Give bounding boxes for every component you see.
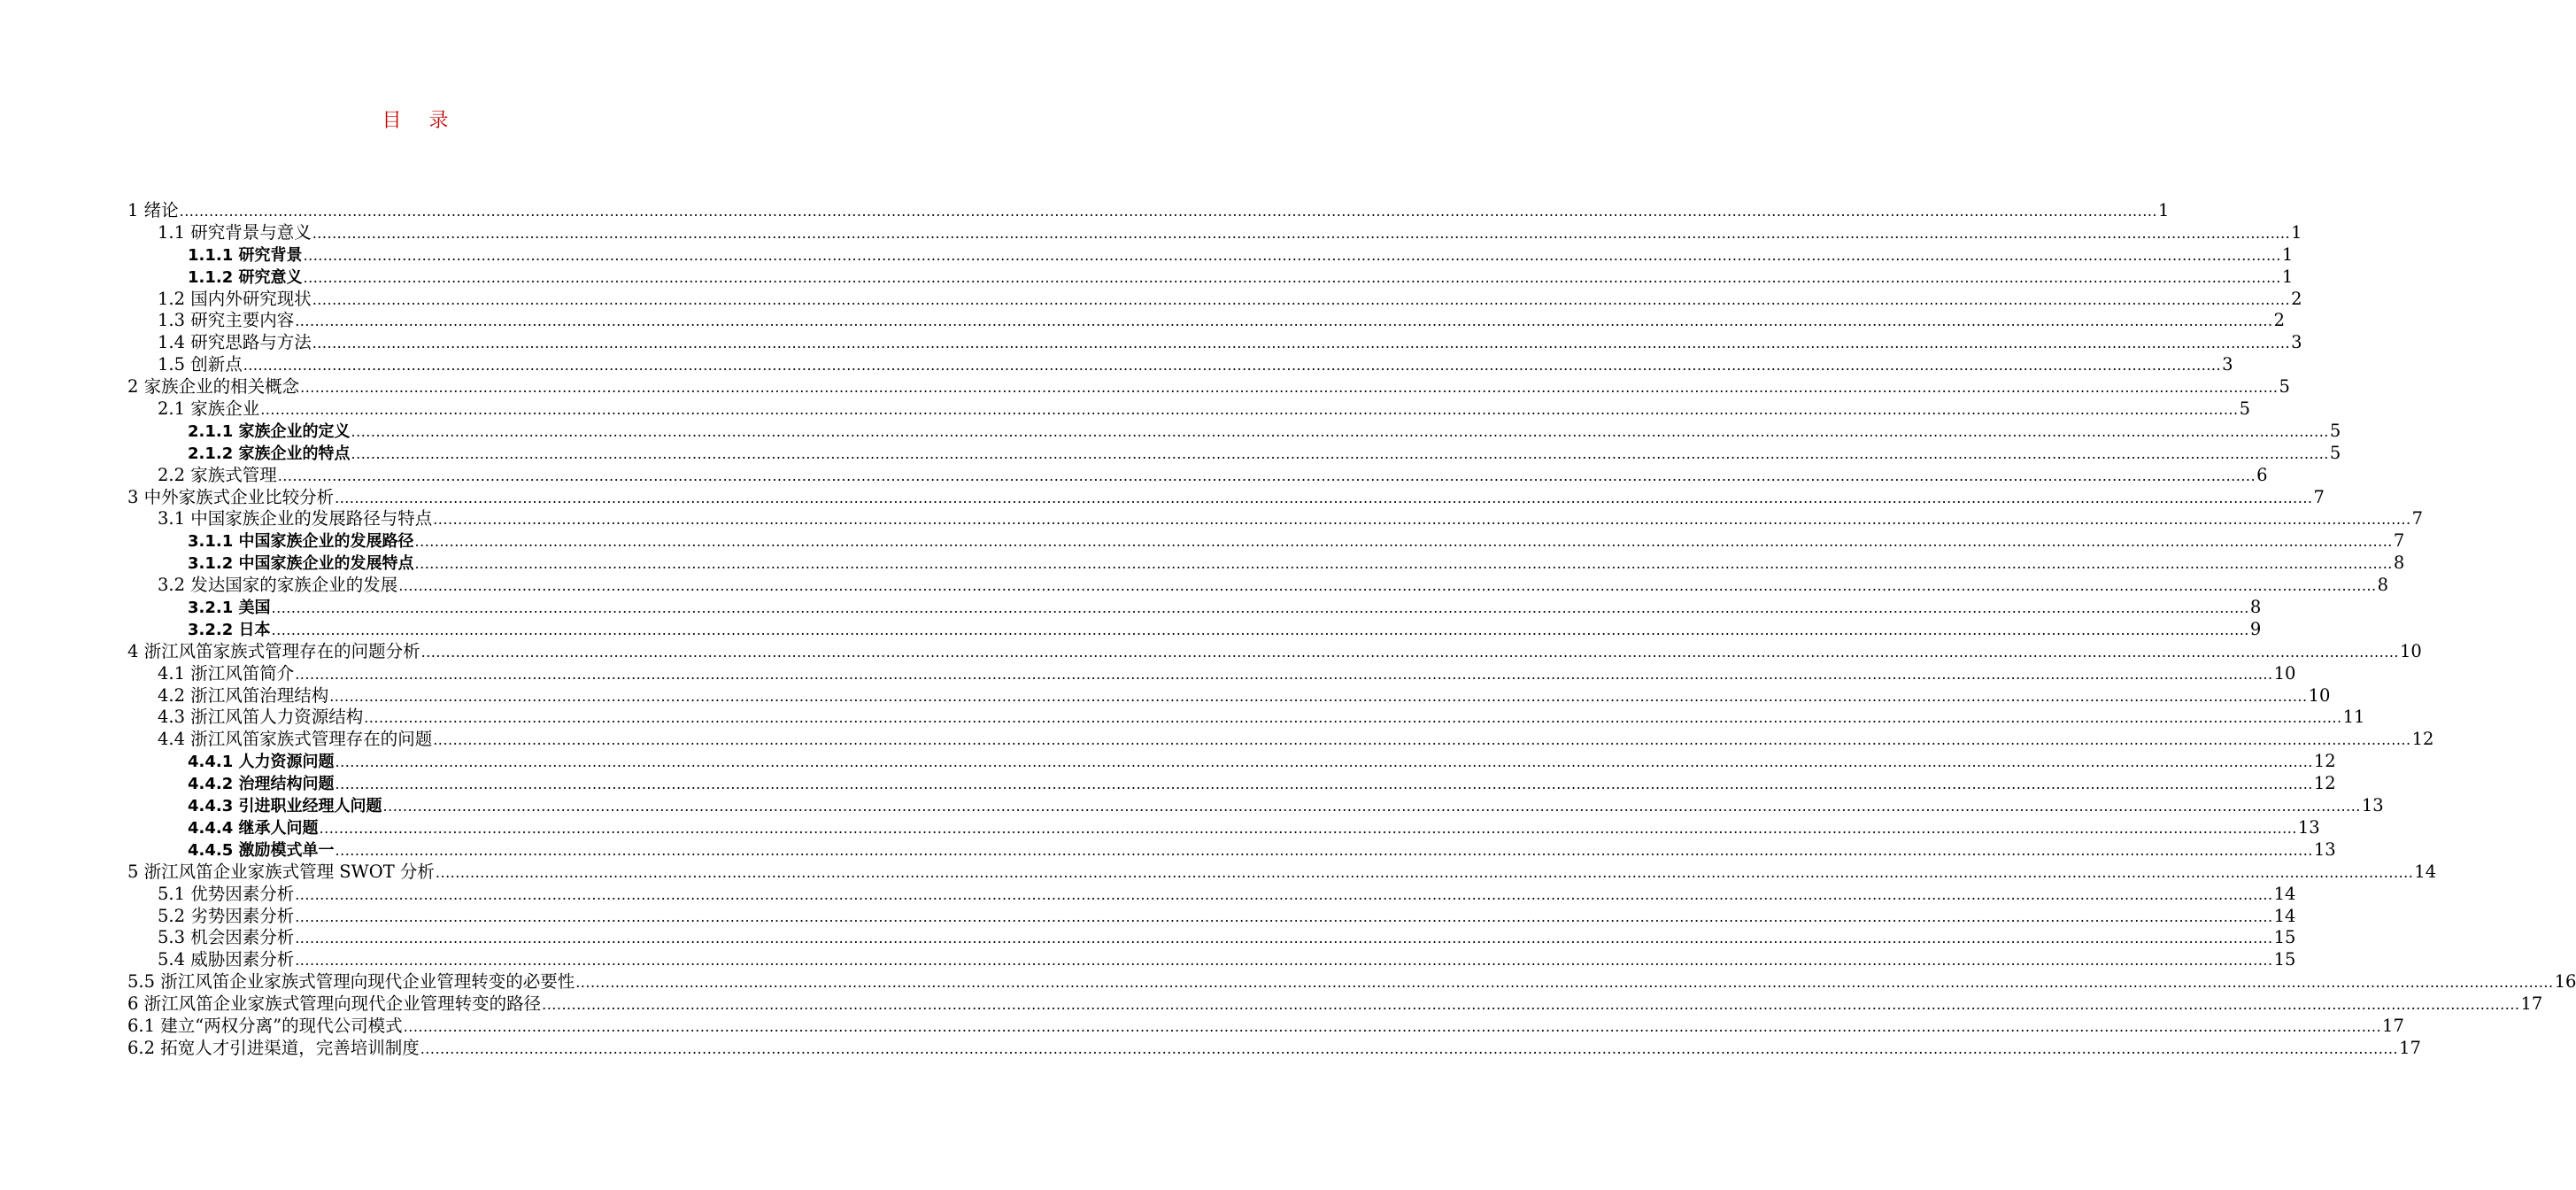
toc-dot-leader: ................................................................................................................................................................................................................................................................................................................................................................................................................	[312, 335, 2291, 352]
toc-entry-line	[158, 662, 2296, 685]
toc-dot-leader: ................................................................................................................................................................................................................................................................................................................................................................................................................	[420, 1039, 2399, 1057]
toc-page-number: 3	[2291, 332, 2302, 353]
toc-entry-line	[158, 508, 2424, 530]
toc-entry-line	[158, 883, 2296, 906]
toc-entry[interactable]	[0, 266, 2294, 289]
toc-dot-leader: ................................................................................................................................................................................................................................................................................................................................................................................................................	[179, 203, 2157, 220]
toc-entry-title: 1.1 研究背景与意义	[158, 221, 312, 243]
toc-dot-leader: ................................................................................................................................................................................................................................................................................................................................................................................................................	[351, 444, 2329, 462]
toc-entry[interactable]	[0, 707, 2365, 729]
toc-entry-line	[158, 332, 2302, 354]
toc-dot-leader: ................................................................................................................................................................................................................................................................................................................................................................................................................	[300, 379, 2279, 397]
toc-entry-title: 3.2.2 日本	[188, 620, 271, 639]
toc-page-number: 13	[2313, 838, 2336, 860]
toc-entry-line	[158, 707, 2365, 729]
toc-entry-line	[188, 795, 2384, 817]
toc-entry-title: 2 家族企业的相关概念	[127, 376, 300, 398]
toc-entry[interactable]	[0, 905, 2296, 928]
toc-entry[interactable]	[0, 618, 2262, 641]
toc-entry-line	[188, 266, 2294, 289]
toc-dot-leader: ................................................................................................................................................................................................................................................................................................................................................................................................................	[295, 665, 2273, 683]
toc-entry-title: 4.4 浙江风笛家族式管理存在的问题	[158, 729, 433, 750]
toc-dot-leader: ................................................................................................................................................................................................................................................................................................................................................................................................................	[303, 268, 2281, 286]
toc-entry-title: 5 浙江风笛企业家族式管理 SWOT 分析	[127, 861, 435, 882]
toc-entry-title: 6 浙江风笛企业家族式管理向现代企业管理转变的路径	[127, 993, 542, 1015]
toc-entry-title: 2.1 家族企业	[158, 398, 260, 420]
toc-dot-leader: ................................................................................................................................................................................................................................................................................................................................................................................................................	[303, 246, 2281, 264]
toc-entry[interactable]	[0, 838, 2336, 862]
toc-entry[interactable]	[0, 971, 2576, 993]
toc-entry[interactable]	[0, 1037, 2421, 1060]
toc-entry-line	[158, 729, 2434, 751]
toc-entry[interactable]	[0, 861, 2437, 884]
toc-page-number: 8	[2249, 597, 2262, 618]
toc-entry[interactable]	[0, 640, 2422, 663]
toc-page-number: 13	[2297, 816, 2320, 838]
toc-page-number: 5	[2279, 376, 2290, 398]
toc-entry[interactable]	[0, 508, 2424, 530]
toc-entry-line	[127, 486, 2325, 509]
toc-entry-title: 5.3 机会因素分析	[158, 927, 295, 948]
toc-entry-line	[158, 288, 2302, 311]
toc-entry-title: 1.2 国内外研究现状	[158, 288, 312, 309]
toc-entry-title: 4.1 浙江风笛简介	[158, 662, 295, 684]
toc-dot-leader: ................................................................................................................................................................................................................................................................................................................................................................................................................	[260, 401, 2239, 419]
toc-entry-line	[188, 838, 2336, 862]
toc-entry[interactable]	[0, 1015, 2404, 1038]
toc-page-number: 1	[2281, 243, 2294, 265]
toc-entry-line	[188, 751, 2336, 773]
toc-dot-leader: ................................................................................................................................................................................................................................................................................................................................................................................................................	[271, 599, 2249, 617]
toc-entry-line	[127, 376, 2290, 398]
toc-page-number: 8	[2393, 552, 2405, 574]
toc-entry-line	[127, 640, 2422, 663]
toc-entry-title: 3.2.1 美国	[188, 599, 271, 618]
toc-entry-title: 3.1.2 中国家族企业的发展特点	[188, 554, 414, 574]
toc-entry-title: 1.1.2 研究意义	[188, 267, 303, 287]
toc-page-number: 17	[2520, 993, 2543, 1015]
toc-dot-leader: ................................................................................................................................................................................................................................................................................................................................................................................................................	[335, 776, 2313, 793]
toc-entry-line	[127, 1037, 2421, 1060]
toc-entry-title: 1 绪论	[127, 200, 179, 220]
toc-entry-line	[158, 398, 2251, 421]
toc-entry[interactable]	[0, 221, 2302, 244]
toc-page-number: 15	[2273, 949, 2296, 970]
toc-entry-line	[127, 971, 2576, 993]
toc-dot-leader: ................................................................................................................................................................................................................................................................................................................................................................................................................	[435, 863, 2414, 881]
toc-entry-line	[158, 949, 2296, 971]
toc-entry-line	[127, 1015, 2404, 1038]
toc-page-number: 17	[2399, 1037, 2421, 1058]
toc-page-number: 7	[2313, 486, 2325, 507]
toc-entry-line	[188, 420, 2341, 443]
toc-dot-leader: ................................................................................................................................................................................................................................................................................................................................................................................................................	[433, 511, 2411, 529]
toc-entry[interactable]	[0, 575, 2389, 597]
toc-entry[interactable]	[0, 398, 2251, 421]
toc-dot-leader: ................................................................................................................................................................................................................................................................................................................................................................................................................	[414, 533, 2393, 551]
toc-page-number: 14	[2414, 861, 2437, 882]
toc-entry-line	[158, 310, 2286, 332]
toc-entry-title: 4.4.3 引进职业经理人问题	[188, 797, 382, 816]
toc-dot-leader: ................................................................................................................................................................................................................................................................................................................................................................................................................	[295, 885, 2273, 903]
toc-entry-title: 5.1 优势因素分析	[158, 883, 295, 904]
toc-page-number: 8	[2377, 575, 2389, 596]
toc-page-number: 10	[2273, 662, 2296, 684]
toc-page-number: 5	[2329, 420, 2341, 441]
toc-page-number: 10	[2399, 640, 2422, 661]
toc-entry[interactable]	[0, 816, 2320, 839]
toc-dot-leader: ................................................................................................................................................................................................................................................................................................................................................................................................................	[414, 555, 2393, 573]
toc-entry-title: 1.1.1 研究背景	[188, 245, 303, 265]
toc-entry-line	[158, 684, 2331, 707]
toc-entry-title: 4.3 浙江风笛人力资源结构	[158, 707, 364, 728]
toc-entry-title: 1.5 创新点	[158, 354, 243, 375]
toc-dot-leader: ................................................................................................................................................................................................................................................................................................................................................................................................................	[243, 357, 2222, 375]
toc-page-number: 10	[2308, 684, 2331, 706]
toc-page-number: 3	[2222, 354, 2233, 375]
toc-entry[interactable]	[0, 530, 2405, 552]
toc-entry[interactable]	[0, 332, 2302, 354]
toc-entry-line	[127, 993, 2543, 1016]
toc-entry-line	[188, 773, 2336, 795]
toc-entry[interactable]	[0, 684, 2331, 707]
toc-entry[interactable]	[0, 751, 2336, 773]
toc-dot-leader: ................................................................................................................................................................................................................................................................................................................................................................................................................	[295, 313, 2273, 330]
toc-entry[interactable]	[0, 883, 2296, 906]
toc-entry-line	[188, 618, 2262, 641]
toc-page-number: 12	[2313, 773, 2336, 794]
toc-dot-leader: ................................................................................................................................................................................................................................................................................................................................................................................................................	[398, 577, 2377, 595]
toc-entry-title: 4.4.4 继承人问题	[188, 818, 319, 838]
toc-entry-title: 5.4 威胁因素分析	[158, 949, 295, 970]
toc-entry-title: 4 浙江风笛家族式管理存在的问题分析	[127, 640, 420, 661]
toc-entry-line	[188, 597, 2262, 619]
toc-dot-leader: ................................................................................................................................................................................................................................................................................................................................................................................................................	[295, 952, 2273, 970]
toc-entry[interactable]	[0, 949, 2296, 971]
toc-page-number: 14	[2273, 883, 2296, 904]
toc-entry[interactable]	[0, 464, 2268, 487]
toc-entry-title: 3 中外家族式企业比较分析	[127, 486, 335, 507]
toc-page-number: 5	[2239, 398, 2251, 420]
toc-entry-title: 3.1 中国家族企业的发展路径与特点	[158, 508, 433, 529]
toc-entry-title: 4.4.1 人力资源问题	[188, 753, 335, 772]
toc-entry[interactable]	[0, 243, 2294, 267]
toc-entry-line	[188, 816, 2320, 839]
toc-dot-leader: ................................................................................................................................................................................................................................................................................................................................................................................................................	[542, 996, 2520, 1014]
toc-page-number: 13	[2361, 795, 2384, 816]
toc-page-number: 16	[2554, 971, 2576, 993]
toc-dot-leader: ................................................................................................................................................................................................................................................................................................................................................................................................................	[319, 819, 2297, 837]
toc-page-number: 5	[2329, 442, 2341, 463]
toc-entry[interactable]	[0, 773, 2336, 795]
toc-entry-line	[127, 200, 2170, 222]
toc-dot-leader: ................................................................................................................................................................................................................................................................................................................................................................................................................	[335, 753, 2313, 771]
toc-page-number: 7	[2393, 530, 2405, 552]
toc-page-number: 15	[2273, 927, 2296, 948]
toc-dot-leader: ................................................................................................................................................................................................................................................................................................................................................................................................................	[364, 709, 2342, 727]
toc-entry[interactable]	[0, 288, 2302, 311]
toc-page-number: 1	[2281, 266, 2294, 287]
toc-page-number: 12	[2313, 751, 2336, 772]
toc-entry-title: 6.1 建立“两权分离”的现代公司模式	[127, 1015, 403, 1036]
toc-entry[interactable]	[0, 376, 2290, 398]
toc-entry-line	[158, 464, 2268, 487]
toc-entry-title: 5.2 劣势因素分析	[158, 905, 295, 926]
toc-entry[interactable]	[0, 310, 2286, 332]
toc-entry-line	[188, 243, 2294, 267]
toc-entry[interactable]	[0, 597, 2262, 619]
toc-dot-leader: ................................................................................................................................................................................................................................................................................................................................................................................................................	[312, 224, 2291, 242]
toc-page-number: 9	[2249, 618, 2262, 639]
toc-dot-leader: ................................................................................................................................................................................................................................................................................................................................................................................................................	[433, 731, 2411, 749]
toc-dot-leader: ................................................................................................................................................................................................................................................................................................................................................................................................................	[277, 467, 2256, 484]
toc-dot-leader: ................................................................................................................................................................................................................................................................................................................................................................................................................	[420, 643, 2399, 661]
toc-dot-leader: ................................................................................................................................................................................................................................................................................................................................................................................................................	[403, 1017, 2382, 1035]
toc-entry[interactable]	[0, 354, 2233, 376]
toc-dot-leader: ................................................................................................................................................................................................................................................................................................................................................................................................................	[351, 422, 2329, 440]
toc-page-number: 12	[2411, 729, 2434, 750]
toc-entry-title: 2.1.2 家族企业的特点	[188, 444, 351, 463]
toc-list	[0, 200, 2576, 1060]
toc-entry-title: 5.5 浙江风笛企业家族式管理向现代企业管理转变的必要性	[127, 971, 575, 993]
toc-page-number: 11	[2342, 707, 2365, 728]
toc-entry-title: 2.2 家族式管理	[158, 464, 277, 485]
toc-entry-title: 6.2 拓宽人才引进渠道，完善培训制度	[127, 1037, 420, 1058]
toc-dot-leader: ................................................................................................................................................................................................................................................................................................................................................................................................................	[575, 974, 2554, 992]
toc-entry[interactable]	[0, 552, 2405, 575]
toc-page-number: 17	[2382, 1015, 2404, 1036]
toc-entry[interactable]	[0, 795, 2384, 817]
toc-dot-leader: ................................................................................................................................................................................................................................................................................................................................................................................................................	[295, 908, 2273, 925]
toc-dot-leader: ................................................................................................................................................................................................................................................................................................................................................................................................................	[312, 290, 2291, 308]
toc-entry-title: 1.4 研究思路与方法	[158, 332, 312, 353]
toc-title: 目 录	[382, 110, 459, 132]
toc-entry-title: 1.3 研究主要内容	[158, 310, 295, 331]
toc-page-number: 2	[2273, 310, 2286, 331]
toc-page-number: 1	[2291, 221, 2302, 243]
toc-entry-title: 4.2 浙江风笛治理结构	[158, 684, 329, 706]
toc-entry-title: 2.1.1 家族企业的定义	[188, 421, 351, 441]
toc-entry[interactable]	[0, 927, 2296, 949]
toc-entry[interactable]	[0, 420, 2341, 443]
toc-page-number: 1	[2157, 200, 2170, 220]
toc-entry-line	[127, 861, 2437, 884]
toc-page-number: 7	[2411, 508, 2424, 529]
toc-entry-line	[158, 354, 2233, 376]
toc-page-number: 14	[2273, 905, 2296, 926]
toc-dot-leader: ................................................................................................................................................................................................................................................................................................................................................................................................................	[335, 841, 2313, 859]
toc-entry-line	[188, 530, 2405, 552]
toc-entry-line	[158, 905, 2296, 928]
toc-entry-title: 4.4.2 治理结构问题	[188, 775, 335, 794]
toc-dot-leader: ................................................................................................................................................................................................................................................................................................................................................................................................................	[329, 687, 2308, 705]
toc-entry-title: 3.1.1 中国家族企业的发展路径	[188, 532, 414, 552]
toc-entry[interactable]	[0, 729, 2434, 751]
toc-entry-line	[188, 442, 2341, 465]
toc-entry-title: 4.4.5 激励模式单一	[188, 840, 335, 860]
toc-entry[interactable]	[0, 486, 2325, 509]
toc-entry[interactable]	[0, 662, 2296, 685]
toc-entry[interactable]	[0, 993, 2543, 1016]
toc-dot-leader: ................................................................................................................................................................................................................................................................................................................................................................................................................	[382, 798, 2361, 815]
toc-entry-line	[158, 575, 2389, 597]
toc-entry-line	[188, 552, 2405, 575]
toc-entry-line	[158, 927, 2296, 949]
toc-dot-leader: ................................................................................................................................................................................................................................................................................................................................................................................................................	[335, 489, 2313, 506]
toc-entry[interactable]	[0, 442, 2341, 465]
toc-dot-leader: ................................................................................................................................................................................................................................................................................................................................................................................................................	[271, 621, 2249, 638]
toc-entry-line	[158, 221, 2302, 244]
toc-entry-title: 3.2 发达国家的家族企业的发展	[158, 575, 398, 596]
toc-page-number: 6	[2256, 464, 2268, 485]
toc-page-number: 2	[2291, 288, 2302, 309]
toc-entry[interactable]	[0, 200, 2170, 222]
toc-dot-leader: ................................................................................................................................................................................................................................................................................................................................................................................................................	[295, 930, 2273, 947]
